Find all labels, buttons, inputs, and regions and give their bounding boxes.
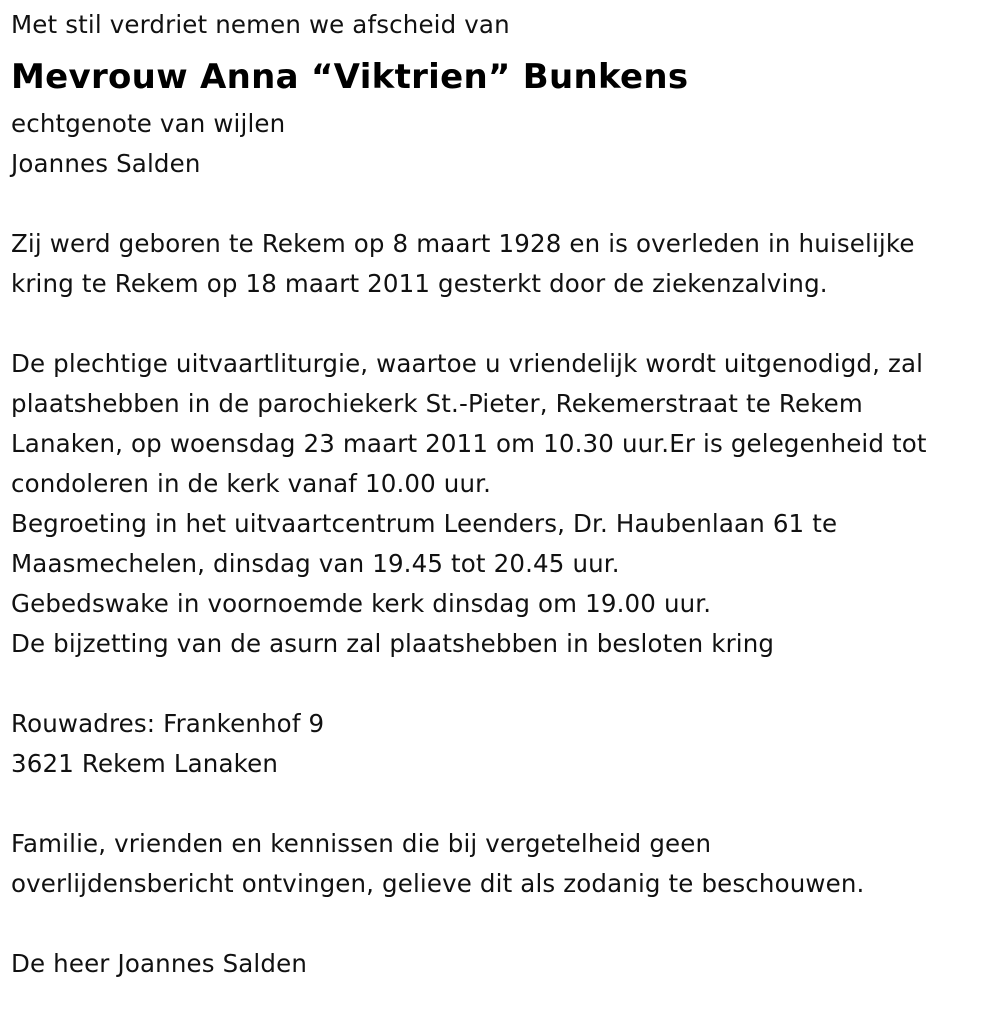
- paragraph-line: Begroeting in het uitvaartcentrum Leenders, Dr. Haubenlaan 61 te: [11, 509, 838, 538]
- address-line: Rouwadres: Frankenhof 9: [11, 709, 325, 738]
- paragraph-line: Familie, vrienden en kennissen die bij vergetelheid geen: [11, 829, 712, 858]
- ceremony-paragraph: [11, 344, 996, 664]
- paragraph-line: De bijzetting van de asurn zal plaatshebben in besloten kring: [11, 629, 775, 658]
- paragraph-line: condoleren in de kerk vanaf 10.00 uur.: [11, 469, 492, 498]
- paragraph-line: Maasmechelen, dinsdag van 19.45 tot 20.45 uur.: [11, 549, 620, 578]
- paragraph-line: kring te Rekem op 18 maart 2011 gesterkt door de ziekenzalving.: [11, 269, 828, 298]
- death-notice: [11, 0, 996, 984]
- intro-line: Met stil verdriet nemen we afscheid van: [11, 10, 510, 39]
- paragraph-line: Gebedswake in voornoemde kerk dinsdag om 19.00 uur.: [11, 589, 712, 618]
- address-line: 3621 Rekem Lanaken: [11, 749, 278, 778]
- deceased-name: Mevrouw Anna “Viktrien” Bunkens: [11, 57, 689, 97]
- spacer: [11, 784, 996, 824]
- spacer: [11, 664, 996, 704]
- paragraph-line: plaatshebben in de parochiekerk St.-Pieter, Rekemerstraat te Rekem: [11, 389, 863, 418]
- signature: De heer Joannes Salden: [11, 949, 307, 978]
- mourning-address: [11, 704, 996, 784]
- paragraph-line: Zij werd geboren te Rekem op 8 maart 1928 en is overleden in huiselijke: [11, 229, 915, 258]
- paragraph-line: De plechtige uitvaartliturgie, waartoe u vriendelijk wordt uitgenodigd, zal: [11, 349, 924, 378]
- spouse-name: Joannes Salden: [11, 149, 201, 178]
- closing-paragraph: [11, 824, 996, 904]
- spacer: [11, 184, 996, 224]
- paragraph-line: overlijdensbericht ontvingen, gelieve dit als zodanig te beschouwen.: [11, 869, 865, 898]
- birth-death-paragraph: [11, 224, 996, 304]
- spacer: [11, 904, 996, 944]
- spacer: [11, 304, 996, 344]
- paragraph-line: Lanaken, op woensdag 23 maart 2011 om 10.30 uur.Er is gelegenheid tot: [11, 429, 927, 458]
- spouse-label: echtgenote van wijlen: [11, 109, 286, 138]
